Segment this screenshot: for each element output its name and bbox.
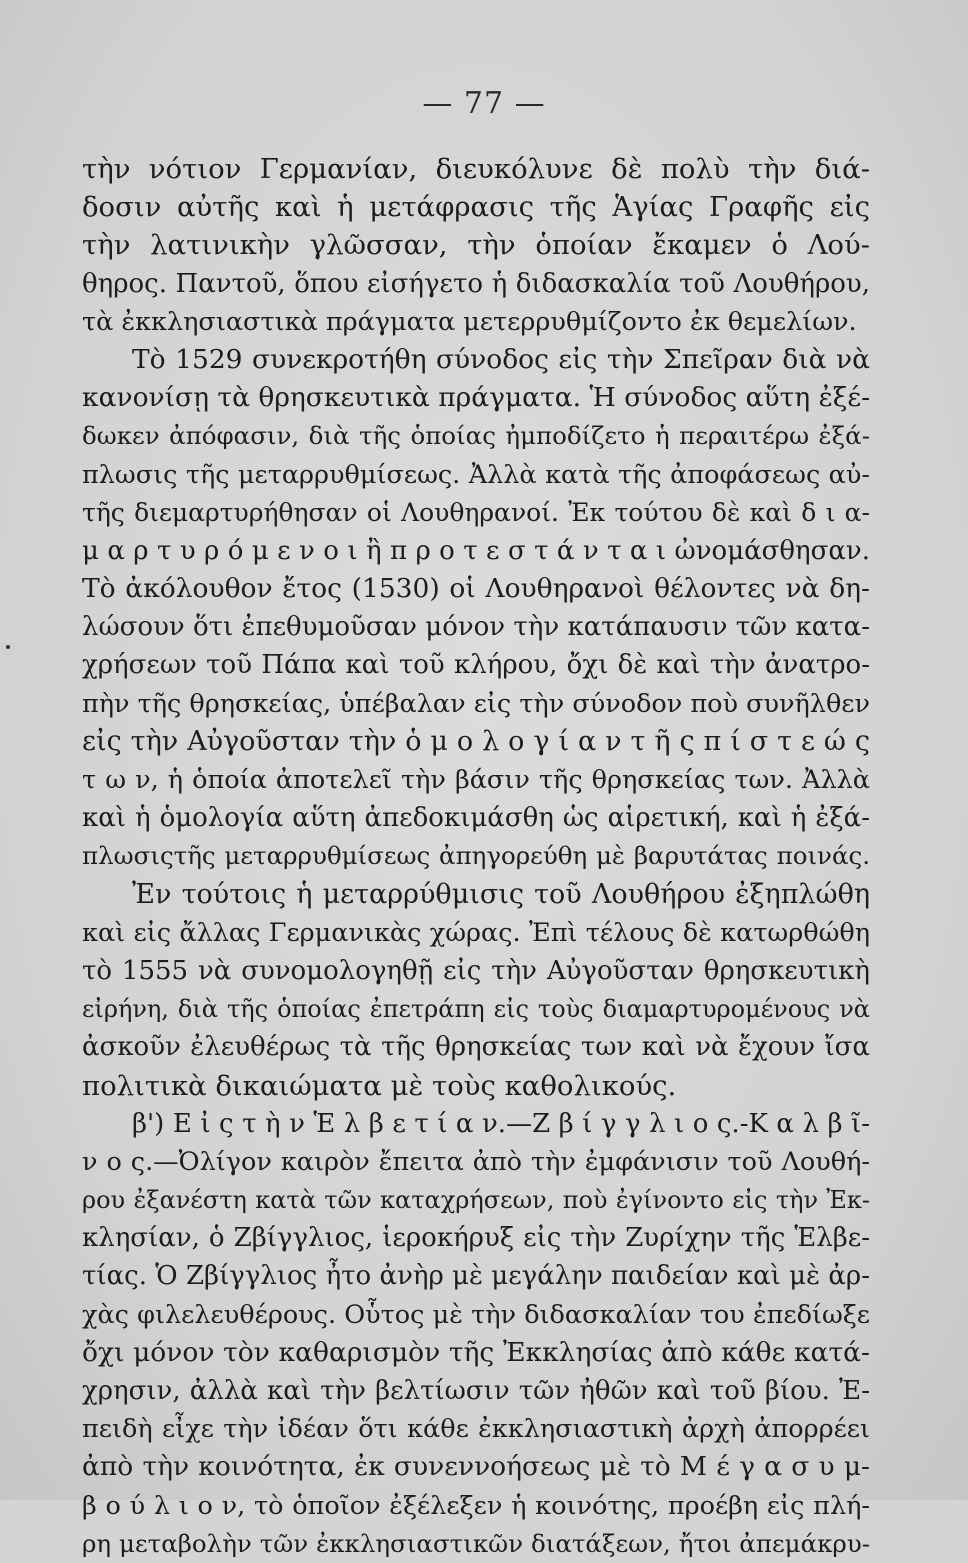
text-line: τ ω ν, ἡ ὁποία ἀποτελεῖ τὴν βάσιν τῆς θρησκείας των. Ἀλλὰ (82, 765, 870, 795)
text-line: κανονίσῃ τὰ θρησκευτικὰ πράγματα. Ἡ σύνοδος αὕτη ἐξέ- (82, 382, 870, 414)
text-line: τὸ 1555 νὰ συνομολογηθῇ εἰς τὴν Αὐγοῦσταν θρησκευτικὴ (82, 955, 870, 986)
text-line: Τὸ 1529 συνεκροτήθη σύνοδος εἰς τὴν Σπεῖραν διὰ νὰ (132, 343, 870, 375)
body-text (82, 150, 870, 1563)
text-line: ρη μεταβολὴν τῶν ἐκκλησιαστικῶν διατάξεων, ἤτοι ἀπεμάκρυ- (82, 1528, 870, 1558)
page-number: — 77 — (422, 86, 546, 121)
text-line: δωκεν ἀπόφασιν, διὰ τῆς ὁποίας ἠμποδίζετο ἡ περαιτέρω ἐξά- (82, 421, 870, 451)
text-line: μ α ρ τ υ ρ ό μ ε ν ο ι ἢ π ρ ο τ ε σ τ ά ν τ α ι ὠνομάσθησαν. (82, 535, 870, 566)
text-line: Τὸ ἀκόλουθον ἔτος (1530) οἱ Λουθηρανοὶ θέλοντες νὰ δη- (82, 573, 870, 605)
text-line: θηρος. Παντοῦ, ὅπου εἰσήγετο ἡ διδασκαλία τοῦ Λουθήρου, (82, 268, 870, 299)
text-line: εἰς τὴν Αὐγοῦσταν τὴν ὁ μ ο λ ο γ ί α ν τ ῆ ς π ί σ τ ε ώ ς (82, 725, 870, 757)
text-line: β') Ε ἰ ς τ ὴ ν Ἑ λ β ε τ ί α ν.—Ζ β ί γ γ λ ι ο ς.-Κ α λ β ῖ- (132, 1108, 870, 1139)
text-line: τὰ ἐκκλησιαστικὰ πράγματα μετερρυθμίζοντο ἐκ θεμελίων. (82, 306, 857, 337)
text-line: ἀπὸ τὴν κοινότητα, ἐκ συνεννοήσεως μὲ τὸ Μ έ γ α σ υ μ- (82, 1451, 870, 1483)
text-line: καὶ ἡ ὁμολογία αὕτη ἀπεδοκιμάσθη ὡς αἱρετική, καὶ ἡ ἐξά- (82, 803, 870, 834)
text-line: τὴν νότιον Γερμανίαν, διευκόλυνε δὲ πολὺ τὴν διά- (82, 153, 870, 185)
text-line: πὴν τῆς θρησκείας, ὑπέβαλαν εἰς τὴν σύνοδον ποὺ συνῆλθεν (82, 688, 870, 719)
text-line: τῆς διεμαρτυρήθησαν οἱ Λουθηρανοί. Ἐκ τούτου δὲ καὶ δ ι α- (82, 497, 870, 527)
text-line: χρήσεων τοῦ Πάπα καὶ τοῦ κλήρου, ὄχι δὲ καὶ τὴν ἀνατρο- (82, 650, 870, 681)
text-line: τίας. Ὁ Ζβίγγλιος ἦτο ἀνὴρ μὲ μεγάλην παιδείαν καὶ μὲ ἀρ- (82, 1261, 870, 1292)
text-line: κλησίαν, ὁ Ζβίγγλιος, ἱεροκήρυξ εἰς τὴν Ζυρίχην τῆς Ἑλβε- (82, 1223, 870, 1254)
text-line: τὴν λατινικὴν γλῶσσαν, τὴν ὁποίαν ἔκαμεν ὁ Λού- (82, 229, 870, 262)
text-line: δοσιν αὐτῆς καὶ ἡ μετάφρασις τῆς Ἁγίας Γραφῆς εἰς (82, 191, 870, 224)
text-line: πολιτικὰ δικαιώματα μὲ τοὺς καθολικούς. (82, 1069, 677, 1102)
text-line: πλωσις τῆς μεταρρυθμίσεως. Ἀλλὰ κατὰ τῆς ἀποφάσεως αὐ- (82, 459, 870, 490)
text-line: χὰς φιλελευθέρους. Οὗτος μὲ τὴν διδασκαλίαν του ἐπεδίωξε (82, 1299, 870, 1330)
text-line: λώσουν ὅτι ἐπεθυμοῦσαν μόνον τὴν κατάπαυσιν τῶν κατα- (82, 612, 870, 643)
text-line: καὶ εἰς ἄλλας Γερμανικὰς χώρας. Ἐπὶ τέλους δὲ κατωρθώθη (82, 917, 870, 948)
text-line: πλωσιςτῆς μεταρρυθμίσεως ἀπηγορεύθη μὲ βαρυτάτας ποινάς. (82, 841, 870, 871)
text-line: Ἐν τούτοις ἡ μεταρρύθμισις τοῦ Λουθήρου ἐξηπλώθη (132, 878, 870, 910)
text-line: ὄχι μόνον τὸν καθαρισμὸν τῆς Ἐκκλησίας ἀπὸ κάθε κατά- (82, 1336, 870, 1368)
text-line: ἀσκοῦν ἐλευθέρως τὰ τῆς θρησκείας των καὶ νὰ ἔχουν ἴσα (82, 1032, 870, 1063)
text-line: χρησιν, ἀλλὰ καὶ τὴν βελτίωσιν τῶν ἠθῶν καὶ τοῦ βίου. Ἐ- (82, 1376, 870, 1406)
text-line: β ο ύ λ ι ο ν, τὸ ὁποῖον ἐξέλεξεν ἡ κοινότης, προέβη εἰς πλή- (82, 1490, 870, 1521)
margin-mark (6, 645, 10, 649)
text-line: εἰρήνη, διὰ τῆς ὁποίας ἐπετράπη εἰς τοὺς διαμαρτυρομένους νὰ (82, 995, 870, 1024)
text-line: ρου ἐξανέστη κατὰ τῶν καταχρήσεων, ποὺ ἐγίνοντο εἰς τὴν Ἐκ- (82, 1186, 870, 1215)
text-line: πειδὴ εἶχε τὴν ἰδέαν ὅτι κάθε ἐκκλησιαστικὴ ἀρχὴ ἀπορρέει (82, 1414, 870, 1445)
text-line: ν ο ς.—Ὀλίγον καιρὸν ἔπειτα ἀπὸ τὴν ἐμφάνισιν τοῦ Λουθή- (82, 1146, 870, 1177)
